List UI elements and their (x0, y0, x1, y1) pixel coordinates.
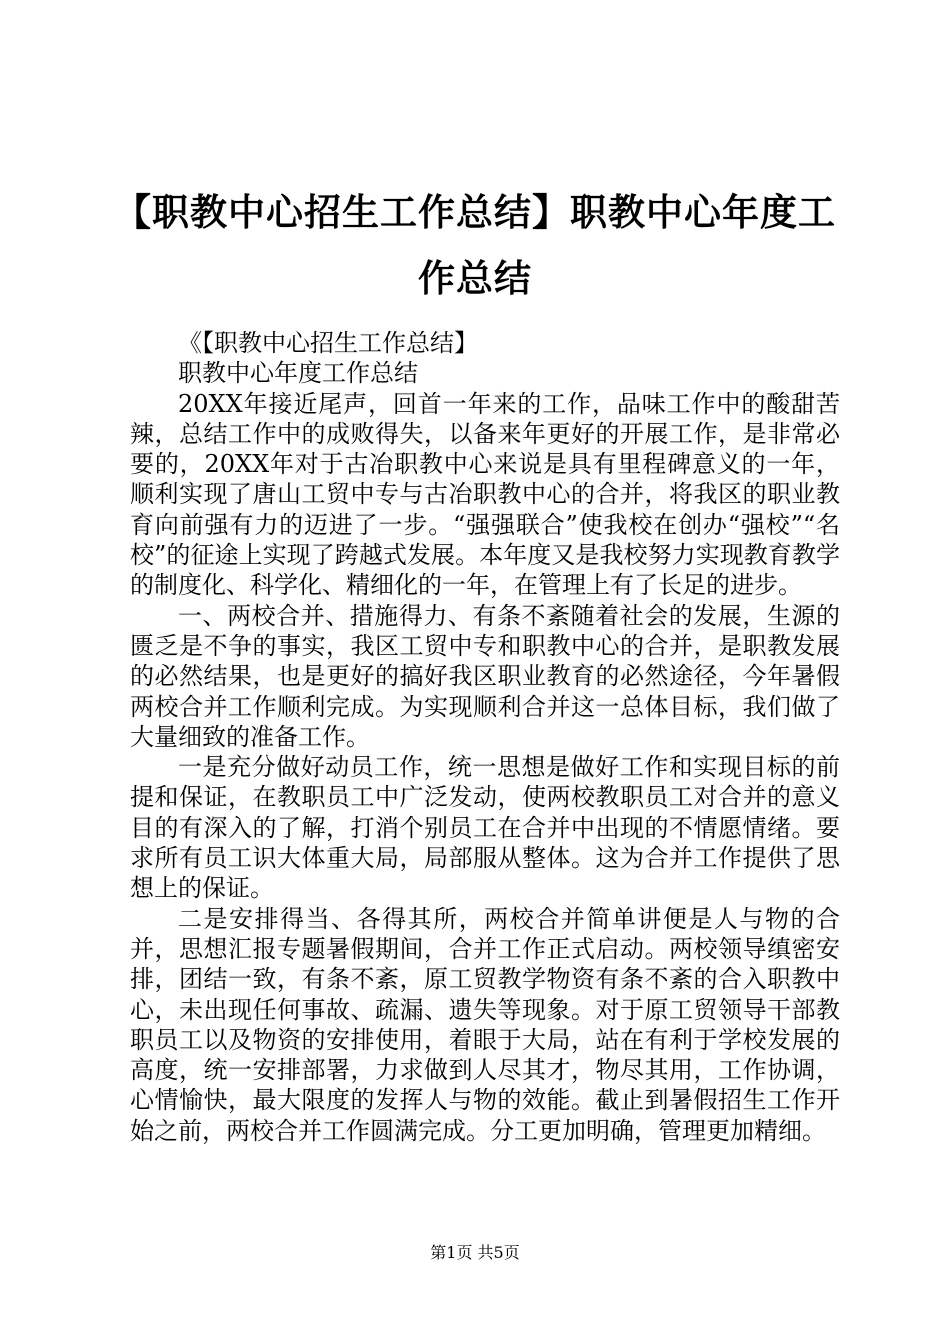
document-body (130, 328, 840, 1146)
paragraph-intro-line: 《【职教中心招生工作总结】 (178, 329, 478, 357)
page-number-footer: 第1页 共5页 (430, 1243, 520, 1262)
paragraph-subtitle: 职教中心年度工作总结 (178, 359, 418, 388)
paragraph-section-one: 一、两校合并、措施得力、有条不紊随着社会的发展，生源的匮乏是不争的事实，我区工贸中专和职教中心的合并，是职教发展的必然结果，也是更好的搞好我区职业教育的必然途径，今年暑假两校合并工作顺利完成。为实现顺利合并这一总体目标，我们做了大量细致的准备工作。 (130, 601, 840, 751)
document-title: 【职教中心招生工作总结】职教中心年度工作总结 (114, 191, 836, 300)
paragraph-point-two: 二是安排得当、各得其所，两校合并简单讲便是人与物的合并，思想汇报专题暑假期间，合并工作正式启动。两校领导缜密安排，团结一致，有条不紊，原工贸教学物资有条不紊的合入职教中心，未出现任何事故、疏漏、遗失等现象。对于原工贸领导干部教职员工以及物资的安排使用，着眼于大局，站在有利于学校发展的高度，统一安排部署，力求做到人尽其才，物尽其用，工作协调，心情愉快，最大限度的发挥人与物的效能。截止到暑假招生工作开始之前，两校合并工作圆满完成。分工更加明确，管理更加精细。 (130, 904, 840, 1145)
paragraph-point-one: 一是充分做好动员工作，统一思想是做好工作和实现目标的前提和保证，在教职员工中广泛发动，使两校教职员工对合并的意义目的有深入的了解，打消个别员工在合并中出现的不情愿情绪。要求所有员工识大体重大局，局部服从整体。这为合并工作提供了思想上的保证。 (130, 753, 840, 903)
paragraph-overview: 20XX年接近尾声，回首一年来的工作，品味工作中的酸甜苦辣，总结工作中的成败得失，以备来年更好的开展工作，是非常必要的，20XX年对于古冶职教中心来说是具有里程碑意义的一年，顺利实现了唐山工贸中专与古冶职教中心的合并，将我区的职业教育向前强有力的迈进了一步。“强强联合”使我校在创办“强校”“名校”的征途上实现了跨越式发展。本年度又是我校努力实现教育教学的制度化、科学化、精细化的一年，在管理上有了长足的进步。 (130, 389, 840, 600)
